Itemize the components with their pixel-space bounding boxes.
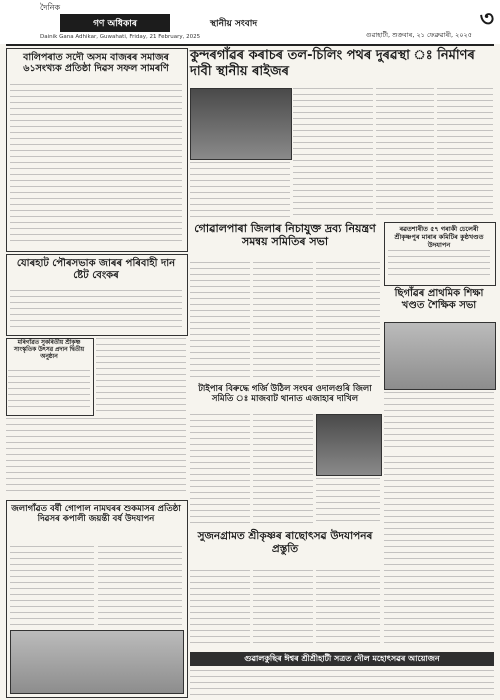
story-body	[190, 262, 250, 380]
story-body	[316, 570, 380, 648]
story-headline: টাইপাৰ বিৰুদ্ধে গৰ্জি উঠিল সংঘৰ ওদালগুৰি জিলা সমিতি ঃ মাজবাট থানাত এজাহাৰ দাখিল	[198, 384, 372, 405]
story-body	[190, 414, 250, 524]
story-body	[6, 418, 186, 496]
story-body	[437, 88, 493, 218]
story-headline: ছিগাঁৱৰ প্ৰাথমিক শিক্ষা খণ্ডত শৈক্ষিক সভা	[394, 288, 484, 311]
story-headline: মৰিগাঁৱত সুকৰিতীয় শ্ৰীকৃষ্ণ সাংস্কৃতিক উৎসৱ প্ৰদান দ্বিতীয় অনুষ্ঠান	[13, 340, 85, 360]
news-photo	[190, 88, 292, 160]
story-body	[384, 392, 494, 452]
issue-date: গুৱাহাটী, শুক্রবাৰ, ২১ ফেব্ৰুৱাৰী, ২০২৫	[365, 31, 472, 39]
story-body	[384, 456, 494, 648]
story-headline: যোৰহাট পৌৰসভাক জাৰৰ পৰিবাহী দান ষ্টেট বেংকৰ	[16, 258, 176, 281]
story-body	[293, 88, 373, 218]
news-photo	[316, 414, 382, 476]
story-body	[190, 670, 494, 696]
story-body	[388, 250, 490, 280]
story-body	[253, 414, 313, 524]
story-body	[253, 262, 313, 380]
brand-prefix: দৈনিক	[40, 3, 61, 12]
story-headline: ৰৱতশাৰীত ৫৭ গৰাকী চেলেৰী শ্ৰীকৃষ্ণপুৰ মাৰাৰ কমিটিৰ কুষ্ঠখণ্ডত উদযাপন	[394, 225, 484, 249]
news-photo	[384, 322, 496, 390]
story-body	[10, 546, 94, 626]
story-headline: গোৱালপাৰা জিলাৰ নিচাযুক্ত দ্ৰব্য নিয়ন্ত্ৰণ সমন্বয় সমিতিৰ সভা	[194, 222, 376, 249]
story-body	[10, 84, 182, 246]
story-headline: সুজনগ্ৰামত শ্ৰীকৃষ্ণৰ ৰাছোৎসৱ উদযাপনৰ প্ৰস্তুতি	[197, 530, 373, 555]
masthead-rule	[6, 44, 494, 46]
page-number: ৩	[479, 7, 494, 32]
story-body	[376, 88, 434, 218]
story-body	[190, 162, 290, 218]
news-photo	[10, 630, 184, 694]
story-headline: বালিপৰাত সদৌ অসম বাজৰৰ সমাজৰ ৬১সংখ্যক প্ৰতিষ্ঠা দিৱস সফল সামৰণি	[23, 52, 169, 75]
newspaper-logo: গণ অধিকাৰ	[60, 14, 170, 32]
story-body	[8, 370, 90, 410]
story-body	[253, 570, 313, 648]
story-headline: জলাগাঁৱত বৰ্ষী গোপাল নামঘৰৰ শুকমাসৰ প্ৰতিষ্ঠা দিৱসৰ কপালী জয়ন্তী বৰ্ষ উদযাপন	[11, 504, 181, 525]
story-body	[190, 570, 250, 648]
masthead-subline: Dainik Gana Adhikar, Guwahati, Friday, 21 February, 2025	[40, 34, 201, 40]
story-body	[316, 262, 380, 380]
story-body	[316, 478, 380, 524]
story-body	[96, 338, 186, 414]
story-body	[98, 546, 182, 626]
section-name: স্থানীয় সংবাদ	[210, 19, 258, 29]
lead-headline: কুন্দৰগাঁৱৰ কৰাচৰ তল-চিলিং পথৰ দুৰৱস্থা ঃ নিৰ্মাণৰ দাবী স্থানীয় ৰাইজৰ	[190, 48, 475, 79]
story-headline: গুৱালকুছিৰ ঈশ্বৰ শ্ৰীশ্ৰীহাটী সত্ৰত দৌল মহোৎসৱৰ আয়োজন	[190, 652, 494, 666]
story-body	[10, 290, 182, 330]
